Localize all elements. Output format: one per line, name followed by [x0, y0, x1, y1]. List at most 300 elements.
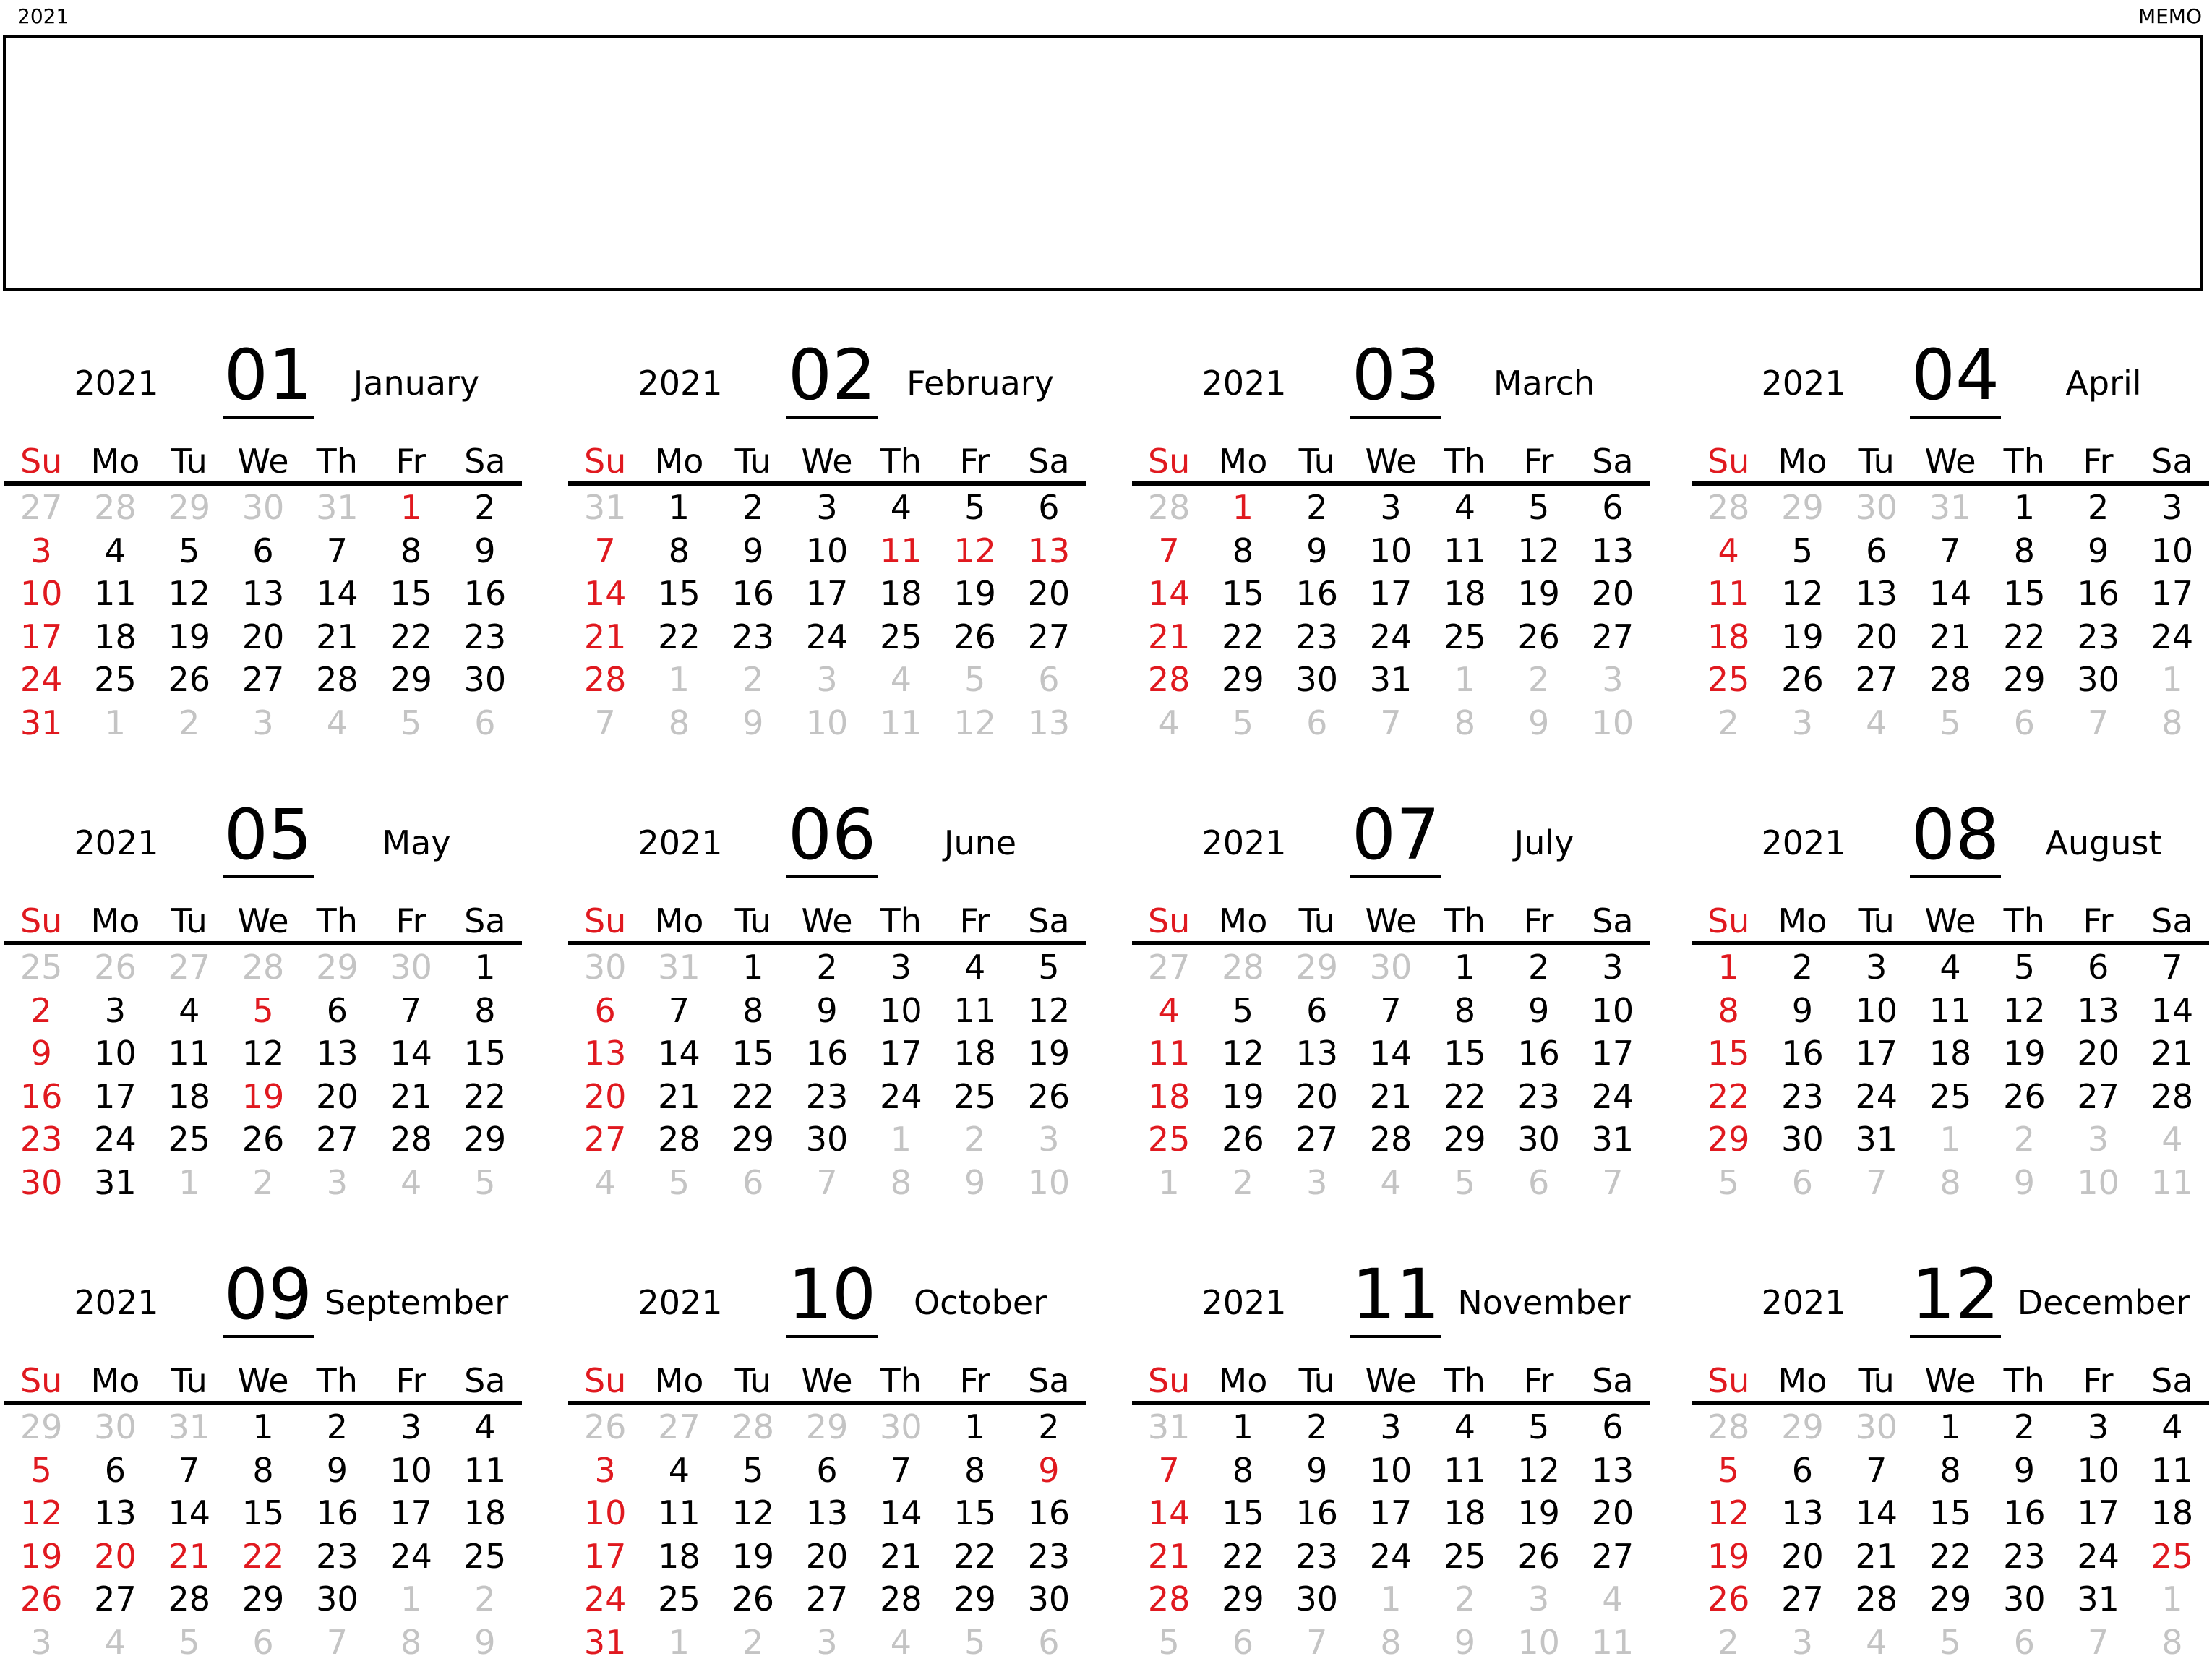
weekday-header [4, 1358, 522, 1405]
day-cell: 7 [668, 990, 690, 1030]
day-cell: 8 [1939, 1162, 1961, 1202]
weekday-mo: Mo [654, 1361, 704, 1400]
day-cell: 26 [953, 617, 996, 656]
day-cell: 21 [316, 617, 359, 656]
day-cell: 9 [742, 531, 764, 570]
weekday-sa: Sa [464, 901, 506, 940]
day-cell: 26 [732, 1579, 775, 1618]
weekday-sa: Sa [464, 1361, 506, 1400]
day-cell: 8 [890, 1162, 912, 1202]
month-number: 05 [203, 788, 333, 882]
day-cell: 22 [1222, 1536, 1264, 1576]
day-cell: 30 [1369, 948, 1412, 987]
weekday-fr: Fr [959, 901, 990, 940]
month-number: 02 [767, 328, 897, 422]
month-name: March [1493, 364, 1595, 403]
weekday-header [568, 898, 1086, 945]
month-name: February [906, 364, 1054, 403]
day-cell: 21 [880, 1536, 922, 1576]
day-cell: 11 [658, 1493, 700, 1532]
day-cell: 5 [1939, 703, 1961, 742]
day-cell: 14 [1147, 1493, 1191, 1532]
weekday-we: We [237, 1361, 289, 1400]
month-name: November [1457, 1283, 1631, 1322]
weekday-mo: Mo [1218, 442, 1268, 481]
weekday-th: Th [880, 901, 922, 940]
day-cell: 10 [1855, 990, 1898, 1030]
day-cell: 29 [20, 1407, 63, 1446]
day-cell: 21 [168, 1536, 211, 1576]
day-cell: 26 [20, 1579, 63, 1618]
day-cell: 6 [104, 1450, 127, 1490]
day-cell: 26 [1517, 1536, 1560, 1576]
day-cell: 8 [1718, 990, 1739, 1030]
day-cell: 9 [742, 703, 764, 742]
weekday-fr: Fr [395, 901, 426, 940]
day-cell: 5 [1232, 703, 1254, 742]
day-cell: 5 [964, 488, 986, 527]
day-cell: 31 [1855, 1120, 1898, 1159]
day-cell: 8 [1939, 1450, 1961, 1490]
weekday-we: We [1365, 442, 1417, 481]
day-cell: 10 [2151, 531, 2194, 570]
day-cell: 30 [390, 948, 432, 987]
month-year: 2021 [638, 1283, 723, 1322]
month-year: 2021 [638, 823, 723, 862]
day-cell: 20 [805, 1536, 849, 1576]
day-cell: 22 [463, 1076, 507, 1116]
weekday-fr: Fr [1523, 901, 1554, 940]
day-cell: 9 [2013, 1450, 2035, 1490]
month-number: 07 [1331, 788, 1461, 882]
day-cell: 18 [1444, 1493, 1486, 1532]
day-cell: 14 [2151, 990, 2194, 1030]
day-cell: 25 [1929, 1076, 1972, 1116]
day-cell: 8 [252, 1450, 274, 1490]
day-cell: 26 [94, 948, 137, 987]
day-cell: 9 [2087, 531, 2109, 570]
day-cell: 28 [1707, 1407, 1750, 1446]
day-cell: 2 [816, 948, 838, 987]
day-cell: 24 [805, 617, 849, 656]
weekday-th: Th [1444, 1361, 1486, 1400]
day-cell: 30 [1295, 660, 1339, 699]
day-cell: 15 [241, 1493, 285, 1532]
day-cell: 1 [668, 660, 690, 699]
day-cell: 13 [1027, 703, 1071, 742]
day-cell: 6 [2013, 1622, 2035, 1662]
day-cell: 3 [1602, 660, 1624, 699]
day-cell: 15 [1222, 574, 1264, 613]
weekday-sa: Sa [1028, 1361, 1070, 1400]
day-cell: 28 [168, 1579, 211, 1618]
day-cell: 29 [1781, 488, 1824, 527]
day-cell: 6 [2013, 703, 2035, 742]
day-cell: 3 [594, 1450, 616, 1490]
day-cell: 21 [658, 1076, 700, 1116]
day-cell: 14 [583, 574, 627, 613]
day-cell: 10 [583, 1493, 627, 1532]
day-cell: 25 [2151, 1536, 2194, 1576]
day-cell: 12 [1222, 1034, 1264, 1073]
day-cell: 18 [1929, 1034, 1972, 1073]
weekday-su: Su [20, 901, 63, 940]
day-cell: 29 [2003, 660, 2046, 699]
day-cell: 13 [583, 1034, 627, 1073]
day-cell: 12 [1707, 1493, 1750, 1532]
day-cell: 5 [1527, 1407, 1550, 1446]
day-cell: 11 [1707, 574, 1750, 613]
day-cell: 31 [1147, 1407, 1191, 1446]
day-cell: 3 [1602, 948, 1624, 987]
day-cell: 2 [1718, 703, 1739, 742]
day-cell: 30 [583, 948, 627, 987]
day-cell: 4 [1602, 1579, 1624, 1618]
day-cell: 20 [1781, 1536, 1824, 1576]
day-cell: 2 [742, 1622, 764, 1662]
day-cell: 4 [1454, 1407, 1475, 1446]
day-cell: 4 [2161, 1407, 2183, 1446]
day-cell: 30 [805, 1120, 849, 1159]
day-cell: 5 [1454, 1162, 1475, 1202]
day-cell: 31 [168, 1407, 211, 1446]
weekday-we: We [801, 442, 853, 481]
day-cell: 7 [1866, 1162, 1887, 1202]
day-cell: 7 [594, 703, 616, 742]
day-cell: 27 [94, 1579, 137, 1618]
day-cell: 16 [463, 574, 507, 613]
day-cell: 12 [1517, 1450, 1560, 1490]
day-cell: 28 [390, 1120, 432, 1159]
day-cell: 17 [1369, 574, 1412, 613]
day-cell: 8 [2161, 1622, 2183, 1662]
weekday-header [568, 438, 1086, 486]
day-cell: 30 [241, 488, 285, 527]
day-cell: 5 [1038, 948, 1060, 987]
day-cell: 20 [2077, 1034, 2119, 1073]
day-cell: 7 [1602, 1162, 1624, 1202]
day-cell: 2 [1454, 1579, 1475, 1618]
day-cell: 4 [890, 660, 912, 699]
day-cell: 2 [326, 1407, 348, 1446]
day-cell: 2 [2013, 1407, 2035, 1446]
day-cell: 28 [583, 660, 627, 699]
day-cell: 23 [1295, 1536, 1339, 1576]
day-cell: 11 [1444, 1450, 1486, 1490]
day-cell: 3 [1380, 488, 1402, 527]
day-cell: 27 [583, 1120, 627, 1159]
day-cell: 3 [2087, 1407, 2109, 1446]
day-cell: 25 [1707, 660, 1750, 699]
day-cell: 9 [964, 1162, 986, 1202]
day-cell: 4 [1454, 488, 1475, 527]
day-cell: 20 [1591, 574, 1634, 613]
day-cell: 6 [1306, 703, 1328, 742]
day-cell: 24 [20, 660, 63, 699]
day-cell: 30 [94, 1407, 137, 1446]
day-cell: 12 [2003, 990, 2046, 1030]
weekday-header [1692, 1358, 2209, 1405]
weekday-th: Th [2003, 1361, 2045, 1400]
day-cell: 17 [583, 1536, 627, 1576]
day-cell: 20 [1295, 1076, 1339, 1116]
month-name: August [2045, 823, 2162, 862]
day-cell: 20 [1855, 617, 1898, 656]
day-cell: 14 [316, 574, 359, 613]
month-number: 03 [1331, 328, 1461, 422]
day-cell: 9 [1306, 1450, 1328, 1490]
memo-box[interactable] [3, 35, 2203, 291]
day-cell: 18 [463, 1493, 507, 1532]
day-cell: 1 [964, 1407, 986, 1446]
month-year: 2021 [1761, 364, 1846, 403]
month-february [568, 311, 1087, 742]
day-cell: 12 [20, 1493, 63, 1532]
day-cell: 12 [1781, 574, 1824, 613]
day-cell: 1 [890, 1120, 912, 1159]
day-cell: 30 [316, 1579, 359, 1618]
day-cell: 7 [179, 1450, 200, 1490]
day-cell: 10 [2077, 1162, 2119, 1202]
day-cell: 28 [2151, 1076, 2194, 1116]
weekday-tu: Tu [1858, 901, 1895, 940]
day-cell: 18 [2151, 1493, 2194, 1532]
month-november [1132, 1230, 1651, 1662]
day-cell: 26 [1707, 1579, 1750, 1618]
month-march [1132, 311, 1651, 742]
weekday-sa: Sa [464, 442, 506, 481]
day-cell: 5 [1158, 1622, 1180, 1662]
weekday-header [4, 438, 522, 486]
day-cell: 13 [1591, 1450, 1634, 1490]
day-cell: 17 [1369, 1493, 1412, 1532]
day-cell: 9 [2013, 1162, 2035, 1202]
day-cell: 8 [474, 990, 496, 1030]
day-cell: 4 [474, 1407, 496, 1446]
day-cell: 19 [20, 1536, 63, 1576]
day-cell: 3 [1866, 948, 1887, 987]
month-number: 01 [203, 328, 333, 422]
day-cell: 22 [1222, 617, 1264, 656]
day-cell: 20 [583, 1076, 627, 1116]
day-cell: 15 [1222, 1493, 1264, 1532]
day-cell: 24 [2077, 1536, 2119, 1576]
day-cell: 8 [668, 531, 690, 570]
day-cell: 8 [1454, 990, 1475, 1030]
day-cell: 15 [732, 1034, 775, 1073]
day-cell: 6 [474, 703, 496, 742]
day-cell: 20 [1027, 574, 1071, 613]
day-cell: 26 [1517, 617, 1560, 656]
weekday-fr: Fr [959, 442, 990, 481]
day-cell: 21 [583, 617, 627, 656]
day-cell: 19 [168, 617, 211, 656]
day-cell: 21 [1855, 1536, 1898, 1576]
day-cell: 6 [326, 990, 348, 1030]
weekday-mo: Mo [1218, 1361, 1268, 1400]
day-cell: 10 [1369, 1450, 1412, 1490]
weekday-su: Su [20, 1361, 63, 1400]
day-cell: 4 [326, 703, 348, 742]
day-cell: 11 [880, 703, 922, 742]
day-cell: 11 [1444, 531, 1486, 570]
day-cell: 3 [2161, 488, 2183, 527]
day-cell: 2 [2087, 488, 2109, 527]
day-cell: 29 [241, 1579, 285, 1618]
day-cell: 1 [742, 948, 764, 987]
weekday-header [1132, 1358, 1650, 1405]
day-cell: 8 [1232, 531, 1254, 570]
day-cell: 27 [1027, 617, 1071, 656]
day-cell: 4 [1158, 990, 1180, 1030]
day-cell: 11 [880, 531, 922, 570]
day-cell: 17 [1591, 1034, 1634, 1073]
day-cell: 3 [816, 660, 838, 699]
day-cell: 9 [474, 531, 496, 570]
day-cell: 5 [2013, 948, 2035, 987]
day-cell: 6 [1038, 660, 1060, 699]
day-cell: 2 [1718, 1622, 1739, 1662]
weekday-mo: Mo [654, 901, 704, 940]
day-cell: 14 [1369, 1034, 1412, 1073]
day-cell: 2 [964, 1120, 986, 1159]
day-cell: 22 [241, 1536, 285, 1576]
day-cell: 20 [316, 1076, 359, 1116]
day-cell: 31 [583, 488, 627, 527]
day-cell: 16 [2003, 1493, 2046, 1532]
day-cell: 3 [326, 1162, 348, 1202]
weekday-fr: Fr [2083, 1361, 2114, 1400]
day-cell: 4 [890, 1622, 912, 1662]
weekday-th: Th [880, 442, 922, 481]
day-cell: 8 [400, 531, 422, 570]
day-cell: 8 [1454, 703, 1475, 742]
weekday-mo: Mo [1778, 442, 1827, 481]
weekday-sa: Sa [1592, 1361, 1634, 1400]
day-cell: 3 [890, 948, 912, 987]
day-cell: 2 [1306, 488, 1328, 527]
month-october [568, 1230, 1087, 1662]
day-cell: 5 [1791, 531, 1814, 570]
day-cell: 4 [179, 990, 200, 1030]
weekday-we: We [237, 901, 289, 940]
day-cell: 23 [1295, 617, 1339, 656]
weekday-we: We [1365, 901, 1417, 940]
day-cell: 31 [1591, 1120, 1634, 1159]
day-cell: 11 [168, 1034, 211, 1073]
day-cell: 2 [474, 488, 496, 527]
day-cell: 28 [1369, 1120, 1412, 1159]
day-cell: 3 [1306, 1162, 1328, 1202]
weekday-mo: Mo [90, 442, 140, 481]
weekday-tu: Tu [1298, 1361, 1335, 1400]
day-cell: 11 [1591, 1622, 1634, 1662]
day-cell: 7 [2087, 1622, 2109, 1662]
day-cell: 1 [400, 488, 422, 527]
day-cell: 7 [1306, 1622, 1328, 1662]
day-cell: 31 [1369, 660, 1412, 699]
weekday-tu: Tu [1298, 901, 1335, 940]
day-grid [1692, 486, 2209, 744]
day-cell: 23 [2003, 1536, 2046, 1576]
day-cell: 8 [2161, 703, 2183, 742]
weekday-su: Su [1707, 442, 1750, 481]
day-cell: 12 [953, 531, 996, 570]
day-cell: 4 [1939, 948, 1961, 987]
weekday-su: Su [20, 442, 63, 481]
day-cell: 2 [1791, 948, 1814, 987]
day-cell: 1 [104, 703, 127, 742]
day-cell: 10 [390, 1450, 432, 1490]
day-cell: 19 [1781, 617, 1824, 656]
day-cell: 22 [1929, 1536, 1972, 1576]
day-cell: 4 [104, 531, 127, 570]
day-cell: 27 [1591, 1536, 1634, 1576]
weekday-mo: Mo [90, 901, 140, 940]
day-cell: 22 [732, 1076, 775, 1116]
day-grid [4, 945, 522, 1204]
day-cell: 18 [880, 574, 922, 613]
day-cell: 27 [1591, 617, 1634, 656]
day-cell: 21 [1369, 1076, 1412, 1116]
weekday-tu: Tu [734, 442, 771, 481]
day-cell: 2 [1527, 660, 1550, 699]
month-april [1692, 311, 2211, 742]
day-cell: 13 [1295, 1034, 1339, 1073]
day-grid [1132, 1405, 1650, 1663]
day-cell: 5 [1527, 488, 1550, 527]
day-cell: 23 [1027, 1536, 1071, 1576]
day-cell: 7 [1380, 703, 1402, 742]
day-cell: 25 [953, 1076, 996, 1116]
day-cell: 13 [1781, 1493, 1824, 1532]
weekday-fr: Fr [1523, 1361, 1554, 1400]
day-cell: 11 [1147, 1034, 1191, 1073]
day-cell: 4 [964, 948, 986, 987]
weekday-th: Th [316, 442, 358, 481]
day-cell: 2 [742, 488, 764, 527]
day-cell: 12 [241, 1034, 285, 1073]
day-cell: 13 [1591, 531, 1634, 570]
month-year: 2021 [74, 823, 159, 862]
day-cell: 15 [1929, 1493, 1972, 1532]
day-cell: 16 [1295, 1493, 1339, 1532]
day-cell: 19 [953, 574, 996, 613]
day-cell: 13 [316, 1034, 359, 1073]
day-cell: 5 [400, 703, 422, 742]
day-cell: 15 [1707, 1034, 1750, 1073]
day-cell: 23 [1517, 1076, 1560, 1116]
day-cell: 15 [390, 574, 432, 613]
day-grid [568, 486, 1086, 744]
day-cell: 28 [880, 1579, 922, 1618]
day-cell: 26 [168, 660, 211, 699]
day-cell: 6 [252, 531, 274, 570]
day-cell: 16 [1781, 1034, 1824, 1073]
day-cell: 17 [805, 574, 849, 613]
day-cell: 24 [1369, 617, 1412, 656]
day-cell: 6 [1866, 531, 1887, 570]
weekday-we: We [1924, 442, 1976, 481]
day-cell: 16 [1295, 574, 1339, 613]
day-cell: 6 [816, 1450, 838, 1490]
day-cell: 21 [1147, 1536, 1191, 1576]
day-cell: 8 [1232, 1450, 1254, 1490]
day-cell: 31 [583, 1622, 627, 1662]
day-cell: 4 [890, 488, 912, 527]
weekday-tu: Tu [171, 1361, 207, 1400]
day-cell: 16 [2077, 574, 2119, 613]
